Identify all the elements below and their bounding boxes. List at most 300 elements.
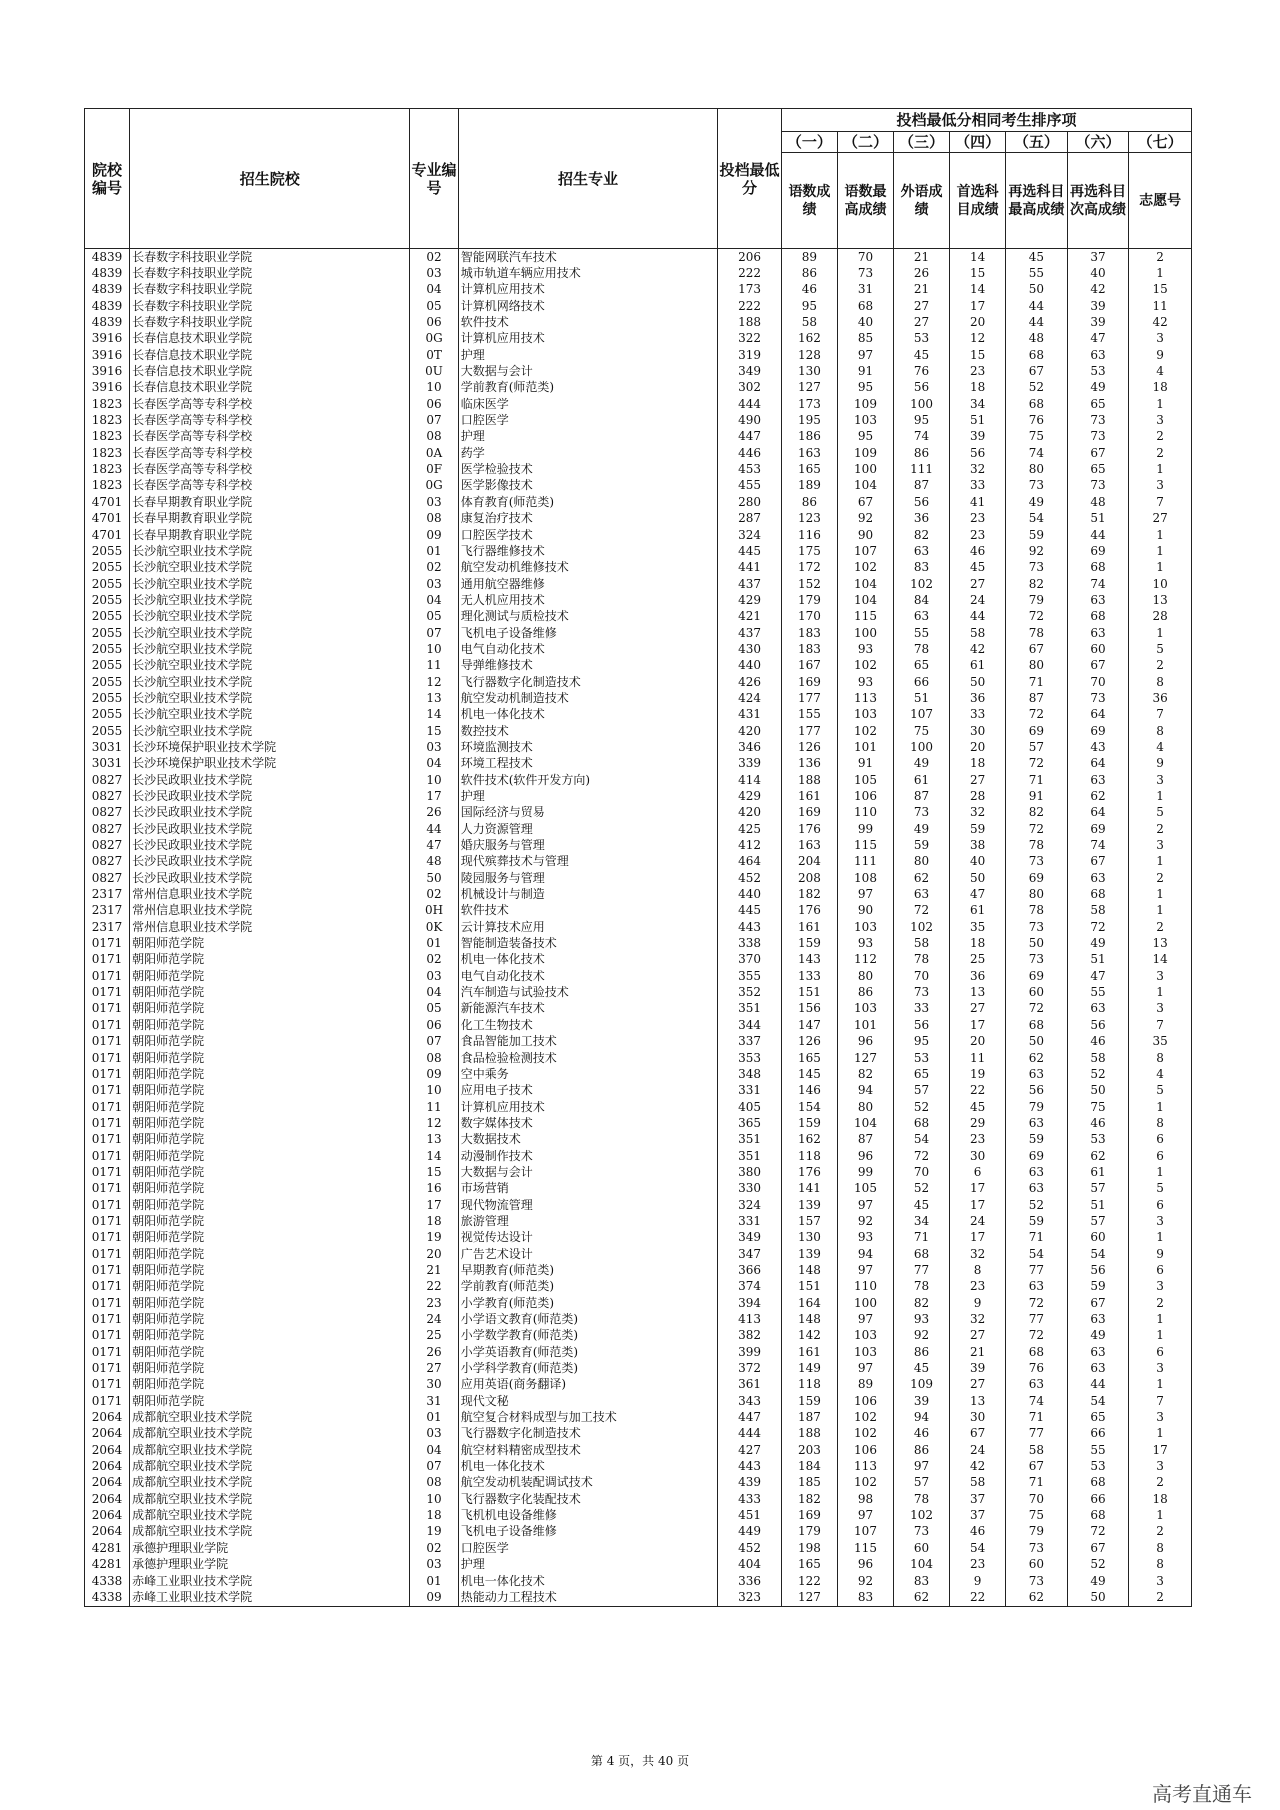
cell-score-reselect-max: 67 [1006, 363, 1068, 379]
cell-score-yushu-max: 83 [837, 1589, 893, 1606]
cell-min-score: 444 [718, 1426, 782, 1442]
cell-score-first-subject: 58 [950, 625, 1006, 641]
cell-major-code: 09 [410, 1066, 458, 1082]
cell-choice-number: 2 [1129, 658, 1192, 674]
cell-choice-number: 3 [1129, 1213, 1192, 1229]
cell-score-reselect-second: 56 [1067, 1262, 1129, 1278]
cell-min-score: 445 [718, 543, 782, 559]
cell-major-name: 计算机网络技术 [458, 298, 717, 314]
cell-score-reselect-max: 78 [1006, 837, 1068, 853]
cell-score-foreign: 63 [894, 609, 950, 625]
cell-score-reselect-max: 73 [1006, 1540, 1068, 1556]
cell-score-foreign: 75 [894, 723, 950, 739]
cell-score-reselect-max: 77 [1006, 1262, 1068, 1278]
cell-score-first-subject: 50 [950, 870, 1006, 886]
cell-score-yushu-max: 103 [837, 412, 893, 428]
cell-school-code: 0171 [85, 1017, 130, 1033]
cell-major-code: 06 [410, 314, 458, 330]
cell-score-reselect-second: 67 [1067, 445, 1129, 461]
cell-school-name: 朝阳师范学院 [130, 1279, 410, 1295]
cell-score-yushu: 151 [781, 984, 837, 1000]
cell-choice-number: 17 [1129, 1442, 1192, 1458]
cell-school-code: 4701 [85, 494, 130, 510]
cell-score-reselect-second: 62 [1067, 1148, 1129, 1164]
cell-score-yushu: 183 [781, 625, 837, 641]
cell-min-score: 339 [718, 756, 782, 772]
cell-score-reselect-max: 68 [1006, 396, 1068, 412]
table-row [85, 1524, 1192, 1540]
cell-major-name: 口腔医学 [458, 412, 717, 428]
cell-major-code: 24 [410, 1311, 458, 1327]
cell-score-yushu-max: 80 [837, 968, 893, 984]
cell-major-name: 广告艺术设计 [458, 1246, 717, 1262]
cell-choice-number: 2 [1129, 429, 1192, 445]
cell-score-reselect-max: 57 [1006, 739, 1068, 755]
cell-major-name: 口腔医学 [458, 1540, 717, 1556]
cell-score-foreign: 36 [894, 511, 950, 527]
cell-major-code: 30 [410, 1377, 458, 1393]
cell-choice-number: 9 [1129, 1246, 1192, 1262]
cell-score-foreign: 27 [894, 314, 950, 330]
cell-score-first-subject: 38 [950, 837, 1006, 853]
cell-score-yushu-max: 102 [837, 658, 893, 674]
cell-score-yushu-max: 107 [837, 1524, 893, 1540]
cell-score-reselect-second: 47 [1067, 968, 1129, 984]
cell-school-name: 长沙民政职业技术学院 [130, 870, 410, 886]
cell-score-foreign: 53 [894, 331, 950, 347]
cell-choice-number: 5 [1129, 1083, 1192, 1099]
cell-score-reselect-max: 71 [1006, 1409, 1068, 1425]
table-row [85, 1540, 1192, 1556]
cell-school-code: 2055 [85, 560, 130, 576]
cell-min-score: 413 [718, 1311, 782, 1327]
cell-school-name: 长春数字科技职业学院 [130, 282, 410, 298]
cell-score-foreign: 59 [894, 837, 950, 853]
cell-choice-number: 18 [1129, 380, 1192, 396]
cell-score-yushu: 179 [781, 592, 837, 608]
cell-score-foreign: 78 [894, 1491, 950, 1507]
cell-major-name: 机电一体化技术 [458, 707, 717, 723]
header-order-4: （四） [950, 132, 1006, 153]
cell-score-foreign: 71 [894, 1230, 950, 1246]
cell-school-code: 0171 [85, 1230, 130, 1246]
cell-choice-number: 3 [1129, 837, 1192, 853]
cell-score-yushu-max: 93 [837, 935, 893, 951]
cell-score-first-subject: 20 [950, 1034, 1006, 1050]
cell-major-name: 电气自动化技术 [458, 968, 717, 984]
header-major-name: 招生专业 [458, 109, 717, 249]
table-row [85, 788, 1192, 804]
cell-score-reselect-max: 91 [1006, 788, 1068, 804]
cell-school-name: 朝阳师范学院 [130, 1213, 410, 1229]
cell-major-name: 机电一体化技术 [458, 1573, 717, 1589]
cell-major-name: 应用电子技术 [458, 1083, 717, 1099]
cell-school-name: 朝阳师范学院 [130, 1017, 410, 1033]
cell-score-reselect-second: 52 [1067, 1066, 1129, 1082]
cell-school-code: 0171 [85, 984, 130, 1000]
cell-score-reselect-max: 72 [1006, 609, 1068, 625]
cell-school-name: 长沙环境保护职业技术学院 [130, 756, 410, 772]
cell-score-reselect-max: 49 [1006, 494, 1068, 510]
cell-major-code: 06 [410, 396, 458, 412]
cell-school-code: 0171 [85, 1164, 130, 1180]
table-body [85, 249, 1192, 1607]
cell-school-name: 长春信息技术职业学院 [130, 363, 410, 379]
cell-score-first-subject: 14 [950, 249, 1006, 266]
cell-score-reselect-second: 75 [1067, 1099, 1129, 1115]
cell-score-reselect-max: 71 [1006, 674, 1068, 690]
cell-score-foreign: 82 [894, 527, 950, 543]
cell-school-code: 2317 [85, 886, 130, 902]
cell-school-code: 0171 [85, 1328, 130, 1344]
cell-school-code: 0171 [85, 1393, 130, 1409]
cell-choice-number: 1 [1129, 1164, 1192, 1180]
cell-major-code: 01 [410, 543, 458, 559]
cell-score-yushu: 128 [781, 347, 837, 363]
cell-choice-number: 1 [1129, 543, 1192, 559]
cell-major-name: 飞行器维修技术 [458, 543, 717, 559]
cell-school-name: 成都航空职业技术学院 [130, 1475, 410, 1491]
cell-min-score: 437 [718, 625, 782, 641]
cell-school-code: 4701 [85, 527, 130, 543]
cell-score-reselect-second: 52 [1067, 1557, 1129, 1573]
admission-table [84, 108, 1192, 1607]
table-row [85, 576, 1192, 592]
cell-score-yushu: 176 [781, 903, 837, 919]
cell-score-reselect-second: 49 [1067, 1573, 1129, 1589]
cell-score-yushu-max: 101 [837, 1017, 893, 1033]
cell-min-score: 370 [718, 952, 782, 968]
cell-major-code: 11 [410, 1099, 458, 1115]
cell-min-score: 449 [718, 1524, 782, 1540]
cell-school-code: 0827 [85, 805, 130, 821]
cell-school-code: 2055 [85, 576, 130, 592]
table-row [85, 903, 1192, 919]
cell-choice-number: 8 [1129, 1115, 1192, 1131]
cell-choice-number: 6 [1129, 1262, 1192, 1278]
cell-choice-number: 1 [1129, 396, 1192, 412]
cell-major-code: 01 [410, 935, 458, 951]
cell-score-yushu-max: 106 [837, 1393, 893, 1409]
table-row [85, 543, 1192, 559]
cell-major-code: 01 [410, 1409, 458, 1425]
cell-score-foreign: 76 [894, 363, 950, 379]
cell-score-first-subject: 9 [950, 1573, 1006, 1589]
cell-major-name: 热能动力工程技术 [458, 1589, 717, 1606]
cell-choice-number: 28 [1129, 609, 1192, 625]
cell-score-reselect-second: 49 [1067, 935, 1129, 951]
cell-score-first-subject: 22 [950, 1083, 1006, 1099]
cell-min-score: 338 [718, 935, 782, 951]
cell-score-first-subject: 37 [950, 1507, 1006, 1523]
cell-score-yushu: 170 [781, 609, 837, 625]
cell-min-score: 330 [718, 1181, 782, 1197]
table-row [85, 1458, 1192, 1474]
cell-score-first-subject: 27 [950, 1001, 1006, 1017]
cell-score-reselect-second: 63 [1067, 1360, 1129, 1376]
cell-score-yushu-max: 31 [837, 282, 893, 298]
cell-school-name: 长沙航空职业技术学院 [130, 560, 410, 576]
cell-score-reselect-max: 79 [1006, 592, 1068, 608]
table-header [85, 109, 1192, 249]
cell-score-yushu: 182 [781, 886, 837, 902]
cell-min-score: 343 [718, 1393, 782, 1409]
cell-score-reselect-second: 68 [1067, 1507, 1129, 1523]
cell-school-code: 3916 [85, 347, 130, 363]
cell-major-name: 机电一体化技术 [458, 1458, 717, 1474]
cell-major-name: 飞行器数字化制造技术 [458, 1426, 717, 1442]
cell-score-reselect-second: 60 [1067, 641, 1129, 657]
cell-choice-number: 35 [1129, 1034, 1192, 1050]
cell-major-name: 护理 [458, 347, 717, 363]
cell-score-reselect-max: 71 [1006, 772, 1068, 788]
table-row [85, 1589, 1192, 1606]
header-sub-5: 再选科目最高成绩 [1006, 153, 1068, 249]
cell-choice-number: 1 [1129, 1507, 1192, 1523]
cell-score-yushu: 155 [781, 707, 837, 723]
cell-score-yushu: 133 [781, 968, 837, 984]
cell-score-reselect-max: 69 [1006, 870, 1068, 886]
cell-school-name: 长春数字科技职业学院 [130, 265, 410, 281]
cell-score-foreign: 68 [894, 1115, 950, 1131]
cell-score-first-subject: 59 [950, 821, 1006, 837]
cell-score-foreign: 102 [894, 919, 950, 935]
cell-score-foreign: 100 [894, 739, 950, 755]
cell-major-name: 早期教育(师范类) [458, 1262, 717, 1278]
cell-choice-number: 3 [1129, 1360, 1192, 1376]
cell-score-first-subject: 42 [950, 1458, 1006, 1474]
cell-score-first-subject: 27 [950, 772, 1006, 788]
cell-score-yushu-max: 67 [837, 494, 893, 510]
cell-major-name: 机电一体化技术 [458, 952, 717, 968]
cell-school-code: 3031 [85, 739, 130, 755]
cell-school-code: 0827 [85, 821, 130, 837]
table-row [85, 1475, 1192, 1491]
cell-choice-number: 7 [1129, 494, 1192, 510]
cell-score-yushu-max: 103 [837, 1001, 893, 1017]
cell-score-yushu-max: 110 [837, 805, 893, 821]
cell-school-name: 长沙民政职业技术学院 [130, 837, 410, 853]
cell-min-score: 451 [718, 1507, 782, 1523]
cell-min-score: 420 [718, 805, 782, 821]
cell-score-first-subject: 36 [950, 690, 1006, 706]
cell-score-yushu: 169 [781, 1507, 837, 1523]
cell-score-yushu-max: 98 [837, 1491, 893, 1507]
cell-score-yushu: 136 [781, 756, 837, 772]
cell-score-first-subject: 15 [950, 265, 1006, 281]
cell-choice-number: 27 [1129, 511, 1192, 527]
cell-major-code: 03 [410, 1426, 458, 1442]
table-row [85, 854, 1192, 870]
cell-score-yushu: 142 [781, 1328, 837, 1344]
cell-score-first-subject: 45 [950, 560, 1006, 576]
cell-major-name: 旅游管理 [458, 1213, 717, 1229]
table-row [85, 674, 1192, 690]
table-row [85, 1246, 1192, 1262]
cell-major-name: 康复治疗技术 [458, 511, 717, 527]
cell-score-yushu: 182 [781, 1491, 837, 1507]
cell-score-reselect-second: 49 [1067, 1328, 1129, 1344]
cell-choice-number: 8 [1129, 1050, 1192, 1066]
cell-score-reselect-second: 73 [1067, 429, 1129, 445]
cell-score-first-subject: 33 [950, 478, 1006, 494]
cell-score-yushu-max: 95 [837, 380, 893, 396]
cell-score-reselect-second: 68 [1067, 1475, 1129, 1491]
cell-school-code: 0171 [85, 935, 130, 951]
cell-score-yushu-max: 93 [837, 641, 893, 657]
cell-min-score: 331 [718, 1083, 782, 1099]
cell-score-reselect-second: 53 [1067, 363, 1129, 379]
cell-score-foreign: 97 [894, 1458, 950, 1474]
cell-score-first-subject: 54 [950, 1540, 1006, 1556]
cell-score-yushu-max: 97 [837, 886, 893, 902]
cell-major-code: 09 [410, 1589, 458, 1606]
cell-score-reselect-max: 73 [1006, 952, 1068, 968]
cell-score-reselect-max: 56 [1006, 1083, 1068, 1099]
cell-school-name: 赤峰工业职业技术学院 [130, 1573, 410, 1589]
cell-score-yushu: 46 [781, 282, 837, 298]
cell-score-yushu: 169 [781, 805, 837, 821]
cell-major-name: 体育教育(师范类) [458, 494, 717, 510]
cell-school-name: 长春数字科技职业学院 [130, 298, 410, 314]
table-row [85, 1360, 1192, 1376]
cell-school-code: 0171 [85, 1279, 130, 1295]
cell-score-first-subject: 20 [950, 314, 1006, 330]
cell-choice-number: 2 [1129, 445, 1192, 461]
cell-school-name: 朝阳师范学院 [130, 1246, 410, 1262]
cell-major-name: 航空发动机装配调试技术 [458, 1475, 717, 1491]
cell-choice-number: 1 [1129, 788, 1192, 804]
cell-score-reselect-second: 43 [1067, 739, 1129, 755]
watermark: 高考直通车 [1152, 1782, 1252, 1806]
cell-major-code: 08 [410, 429, 458, 445]
cell-score-yushu: 147 [781, 1017, 837, 1033]
cell-school-code: 4839 [85, 282, 130, 298]
cell-major-name: 软件技术 [458, 314, 717, 330]
cell-score-foreign: 52 [894, 1099, 950, 1115]
table-row [85, 1099, 1192, 1115]
cell-score-reselect-max: 62 [1006, 1050, 1068, 1066]
table-row [85, 1279, 1192, 1295]
cell-school-code: 2055 [85, 641, 130, 657]
cell-score-yushu: 165 [781, 1050, 837, 1066]
table-row [85, 347, 1192, 363]
cell-score-yushu-max: 94 [837, 1246, 893, 1262]
cell-score-first-subject: 45 [950, 1099, 1006, 1115]
cell-choice-number: 4 [1129, 1066, 1192, 1082]
table-row [85, 935, 1192, 951]
cell-score-first-subject: 27 [950, 576, 1006, 592]
cell-score-reselect-second: 65 [1067, 396, 1129, 412]
cell-major-name: 计算机应用技术 [458, 1099, 717, 1115]
cell-score-reselect-second: 74 [1067, 576, 1129, 592]
cell-score-reselect-max: 73 [1006, 919, 1068, 935]
cell-major-code: 07 [410, 625, 458, 641]
cell-major-name: 国际经济与贸易 [458, 805, 717, 821]
cell-score-first-subject: 24 [950, 1213, 1006, 1229]
table-row [85, 805, 1192, 821]
cell-score-yushu: 183 [781, 641, 837, 657]
table-row [85, 707, 1192, 723]
cell-major-name: 智能制造装备技术 [458, 935, 717, 951]
cell-school-code: 2064 [85, 1442, 130, 1458]
cell-score-yushu: 148 [781, 1311, 837, 1327]
table-row [85, 1573, 1192, 1589]
cell-score-yushu: 127 [781, 1589, 837, 1606]
cell-choice-number: 1 [1129, 461, 1192, 477]
cell-school-name: 朝阳师范学院 [130, 1001, 410, 1017]
cell-score-yushu-max: 104 [837, 592, 893, 608]
header-group-title: 投档最低分相同考生排序项 [781, 109, 1191, 132]
table-row [85, 1442, 1192, 1458]
cell-major-name: 无人机应用技术 [458, 592, 717, 608]
cell-choice-number: 1 [1129, 265, 1192, 281]
cell-min-score: 380 [718, 1164, 782, 1180]
cell-score-reselect-second: 69 [1067, 723, 1129, 739]
cell-score-reselect-second: 66 [1067, 1491, 1129, 1507]
cell-school-code: 2055 [85, 707, 130, 723]
cell-score-foreign: 53 [894, 1050, 950, 1066]
cell-score-yushu: 151 [781, 1279, 837, 1295]
cell-score-yushu: 163 [781, 837, 837, 853]
cell-score-yushu-max: 70 [837, 249, 893, 266]
cell-school-code: 0171 [85, 1360, 130, 1376]
cell-score-foreign: 73 [894, 1524, 950, 1540]
table-row [85, 1132, 1192, 1148]
cell-score-foreign: 107 [894, 707, 950, 723]
cell-major-code: 07 [410, 1034, 458, 1050]
cell-score-foreign: 33 [894, 1001, 950, 1017]
cell-choice-number: 3 [1129, 1573, 1192, 1589]
cell-major-code: 04 [410, 592, 458, 608]
cell-school-code: 2064 [85, 1475, 130, 1491]
cell-score-yushu: 176 [781, 821, 837, 837]
cell-min-score: 431 [718, 707, 782, 723]
cell-major-name: 大数据与会计 [458, 363, 717, 379]
cell-score-reselect-max: 73 [1006, 478, 1068, 494]
cell-score-reselect-second: 56 [1067, 1017, 1129, 1033]
cell-score-yushu: 164 [781, 1295, 837, 1311]
cell-choice-number: 4 [1129, 363, 1192, 379]
cell-choice-number: 2 [1129, 1524, 1192, 1540]
cell-score-reselect-second: 63 [1067, 1311, 1129, 1327]
cell-score-foreign: 39 [894, 1393, 950, 1409]
cell-score-reselect-max: 45 [1006, 249, 1068, 266]
cell-major-name: 环境工程技术 [458, 756, 717, 772]
cell-major-code: 03 [410, 968, 458, 984]
table-row [85, 1213, 1192, 1229]
header-school-name: 招生院校 [130, 109, 410, 249]
cell-score-reselect-second: 57 [1067, 1181, 1129, 1197]
cell-min-score: 319 [718, 347, 782, 363]
cell-score-reselect-second: 57 [1067, 1213, 1129, 1229]
cell-score-first-subject: 18 [950, 935, 1006, 951]
cell-min-score: 366 [718, 1262, 782, 1278]
header-sub-7: 志愿号 [1129, 153, 1192, 249]
cell-score-foreign: 65 [894, 658, 950, 674]
cell-choice-number: 3 [1129, 772, 1192, 788]
cell-score-yushu: 165 [781, 461, 837, 477]
cell-score-first-subject: 13 [950, 984, 1006, 1000]
table-row [85, 429, 1192, 445]
cell-major-code: 02 [410, 560, 458, 576]
cell-choice-number: 10 [1129, 576, 1192, 592]
cell-score-reselect-max: 59 [1006, 1213, 1068, 1229]
cell-major-name: 软件技术 [458, 903, 717, 919]
cell-score-yushu-max: 100 [837, 1295, 893, 1311]
cell-major-name: 飞机电子设备维修 [458, 1524, 717, 1540]
cell-score-foreign: 27 [894, 298, 950, 314]
